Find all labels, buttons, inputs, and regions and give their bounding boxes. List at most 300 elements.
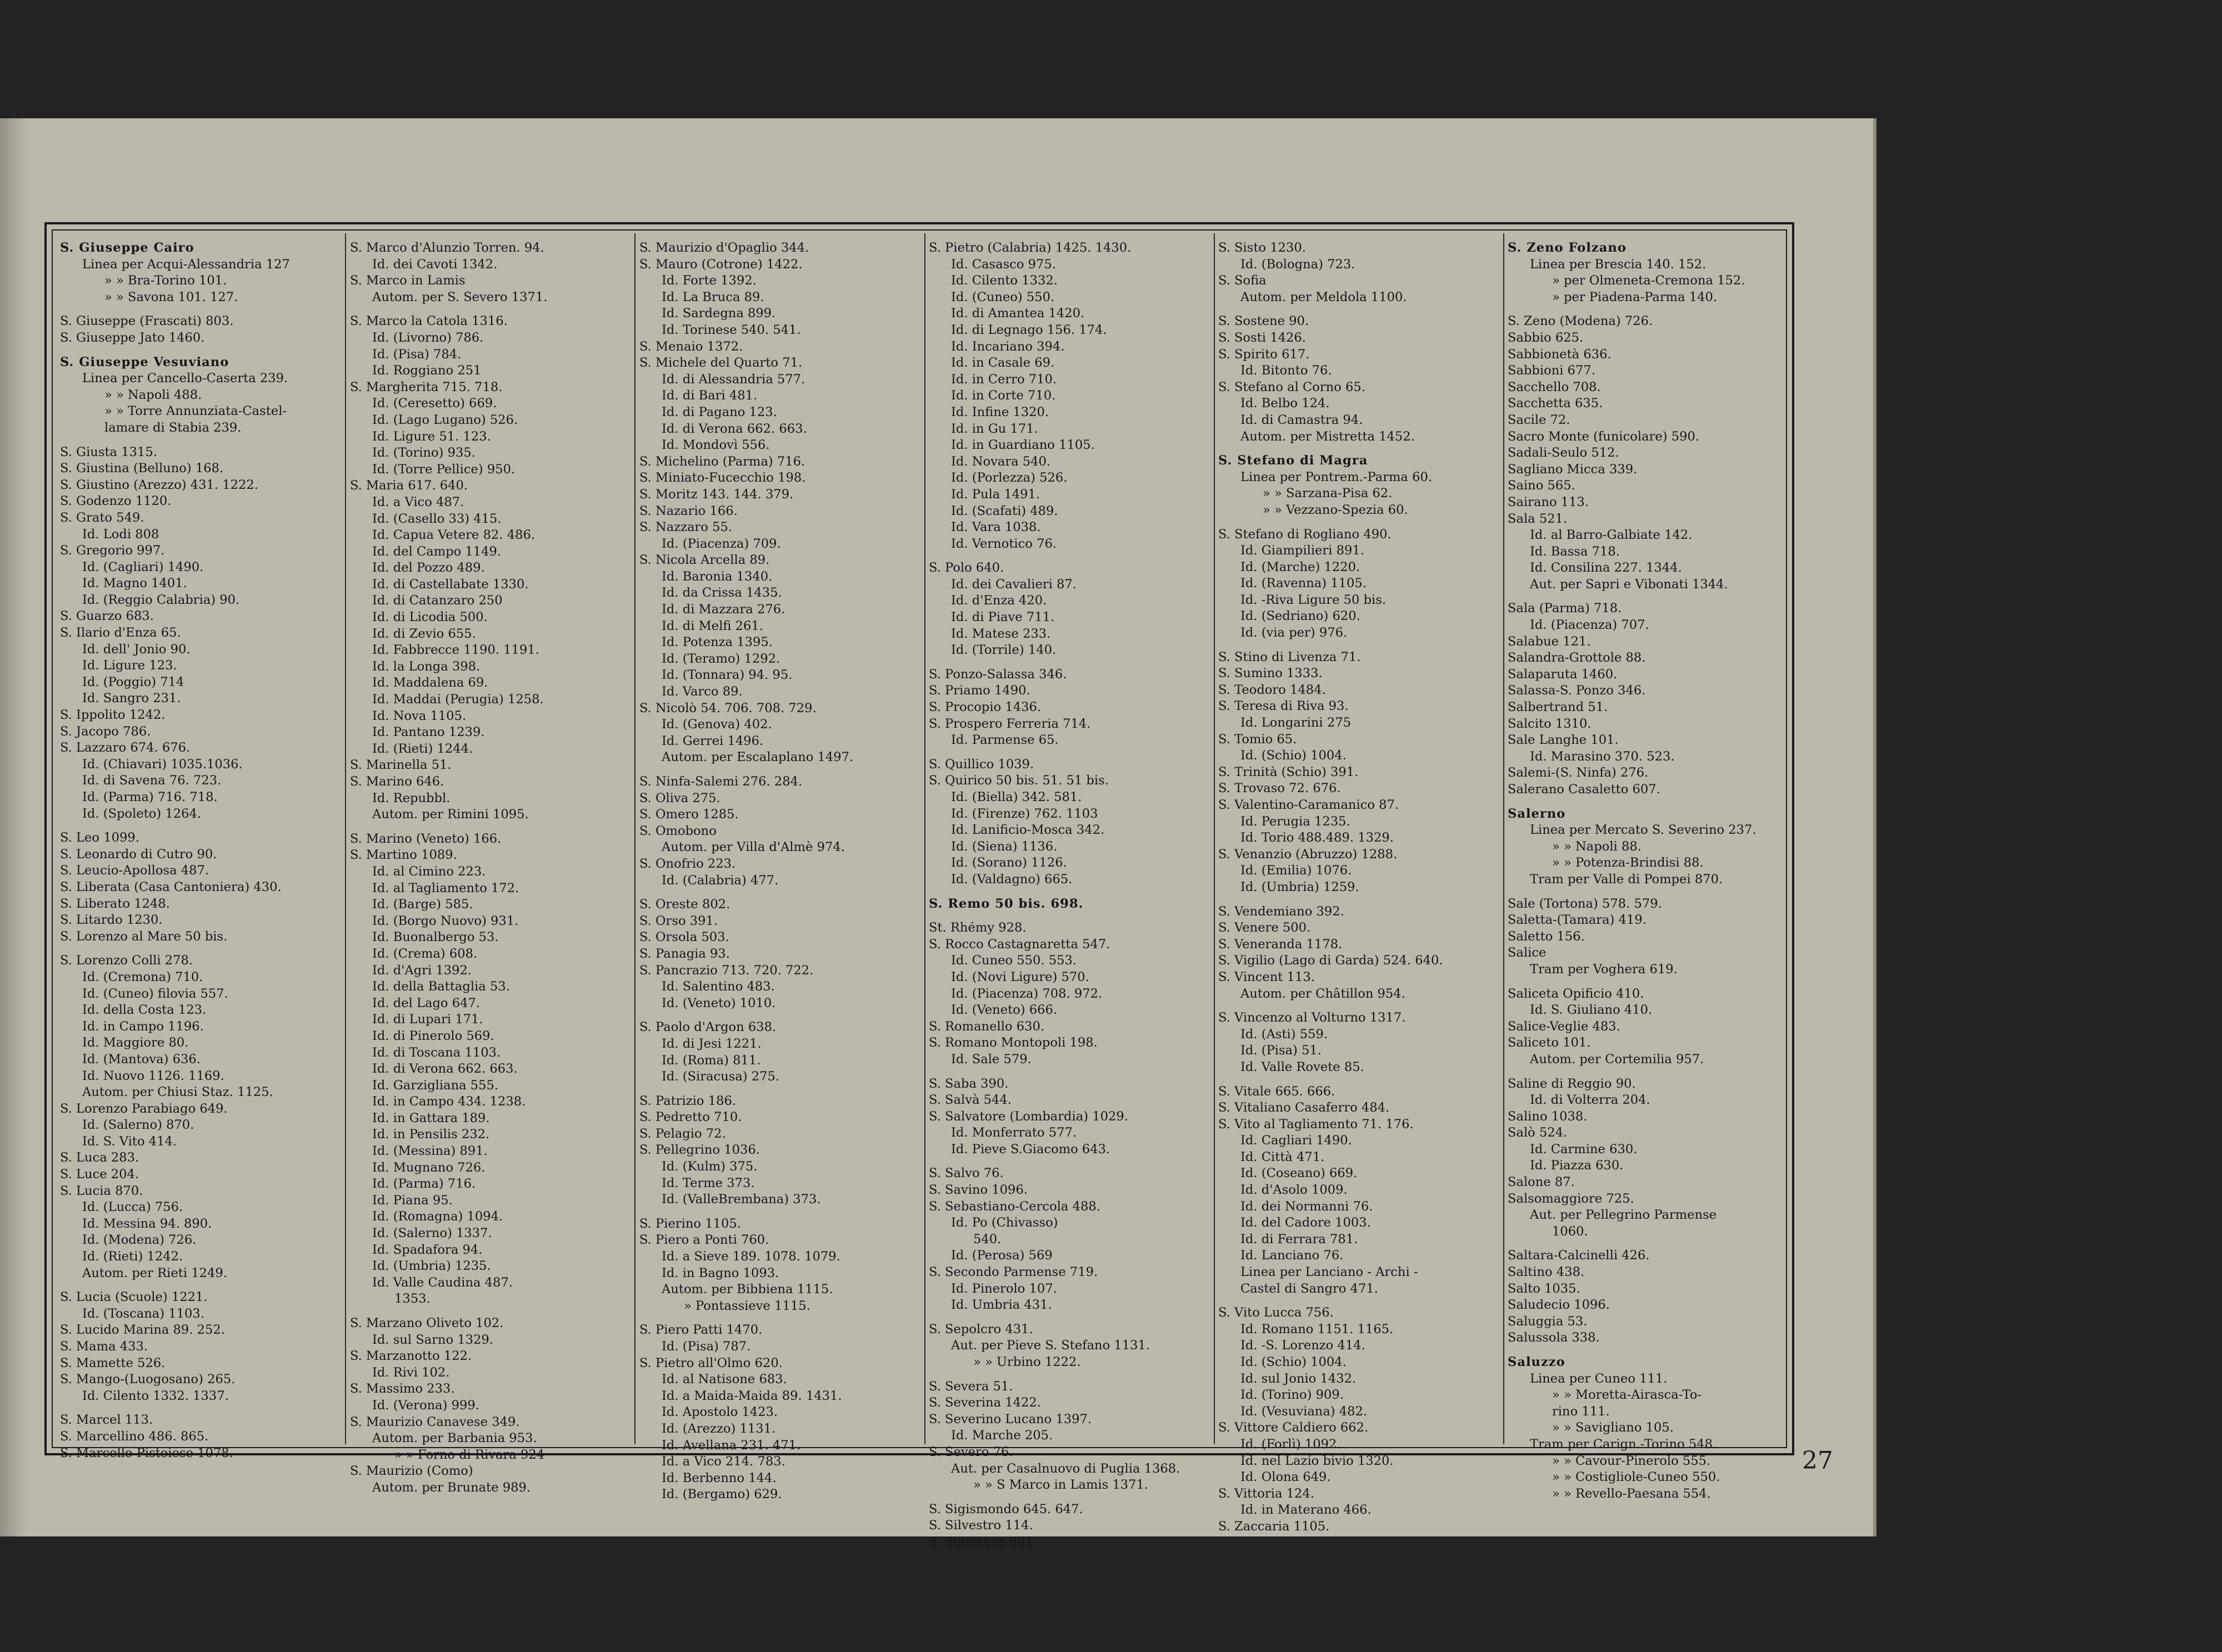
index-entry: » » Savigliano 105. bbox=[1552, 1420, 1674, 1435]
index-entry: Salsomaggiore 725. bbox=[1508, 1191, 1634, 1206]
index-entry: Id. a Sieve 189. 1078. 1079. bbox=[662, 1249, 840, 1264]
index-entry: S. Piero Patti 1470. bbox=[639, 1323, 763, 1338]
index-entry: Id. Cuneo 550. 553. bbox=[951, 953, 1077, 968]
index-entry: Id. Gerrei 1496. bbox=[662, 733, 764, 748]
index-entry: Id. S. Vito 414. bbox=[82, 1134, 177, 1149]
index-entry: S. Giustina (Belluno) 168. bbox=[60, 461, 224, 476]
index-entry: S. Ippolito 1242. bbox=[60, 708, 166, 723]
index-entry: S. Liberato 1248. bbox=[60, 896, 170, 911]
index-entry: S. Giuseppe Vesuviano bbox=[60, 354, 229, 369]
index-entry: Id. (Pisa) 787. bbox=[662, 1339, 751, 1354]
index-entry: » per Piadena-Parma 140. bbox=[1552, 289, 1718, 304]
index-entry: S. Pedretto 710. bbox=[639, 1110, 742, 1125]
index-entry: S. Teodoro 1484. bbox=[1218, 682, 1326, 697]
index-entry: S. Maurizio (Como) bbox=[350, 1464, 473, 1479]
index-entry: Id. (Chiavari) 1035.1036. bbox=[82, 757, 243, 772]
index-entry: S. Marco la Catola 1316. bbox=[350, 314, 508, 329]
index-entry: Autom. per Brunate 989. bbox=[372, 1480, 531, 1495]
index-entry: Id. Novara 540. bbox=[951, 454, 1051, 469]
index-entry: Autom. per Mistretta 1452. bbox=[1240, 429, 1415, 444]
index-entry: Id. Repubbl. bbox=[372, 790, 451, 805]
index-entry: S. Sinforosa 801. bbox=[929, 1534, 1038, 1549]
index-entry: Id. a Vico 214. 783. bbox=[662, 1454, 785, 1469]
index-entry: S. Quirico 50 bis. 51. 51 bis. bbox=[929, 773, 1109, 788]
index-entry: S. Omobono bbox=[639, 823, 717, 838]
index-entry: Id. (Cremona) 710. bbox=[82, 969, 203, 984]
index-entry: Id. della Battaglia 53. bbox=[372, 979, 510, 994]
index-entry: Id. (Kulm) 375. bbox=[662, 1159, 758, 1174]
index-entry: » » Torre Annunziata-Castel- bbox=[104, 404, 287, 419]
index-entry: Salò 524. bbox=[1508, 1125, 1568, 1140]
index-entry: Linea per Cancello-Caserta 239. bbox=[82, 371, 288, 386]
index-entry: Id. Infine 1320. bbox=[951, 404, 1049, 419]
index-entry: Id. (Porlezza) 526. bbox=[951, 470, 1068, 485]
index-entry: Id. Parmense 65. bbox=[951, 733, 1059, 748]
index-entry: Id. sul Jonio 1432. bbox=[1240, 1371, 1357, 1386]
index-entry: Id. Pula 1491. bbox=[951, 487, 1040, 502]
index-entry: Salone 87. bbox=[1508, 1175, 1575, 1190]
index-entry: Linea per Acqui-Alessandria 127 bbox=[82, 257, 290, 272]
index-entry: Sairano 113. bbox=[1508, 494, 1589, 509]
index-entry: S. Valentino-Caramanico 87. bbox=[1218, 798, 1399, 812]
index-entry: Id. (Torino) 909. bbox=[1240, 1388, 1344, 1403]
index-entry: S. Menaio 1372. bbox=[639, 339, 743, 354]
index-entry: Id. Pantano 1239. bbox=[372, 725, 485, 740]
index-entry: S. Salvo 76. bbox=[929, 1166, 1004, 1181]
index-entry: Autom. per Villa d'Almè 974. bbox=[662, 840, 845, 855]
index-entry: Id. (Rieti) 1244. bbox=[372, 741, 473, 756]
index-entry: S. Paolo d'Argon 638. bbox=[639, 1020, 777, 1035]
index-entry: Id. Lanificio-Mosca 342. bbox=[951, 823, 1105, 838]
index-entry: S. Maurizio Canavese 349. bbox=[350, 1414, 520, 1429]
index-entry: Id. dei Normanni 76. bbox=[1240, 1199, 1373, 1214]
index-entry: Id. Città 471. bbox=[1240, 1149, 1325, 1164]
index-entry: S. Marzanotto 122. bbox=[350, 1349, 472, 1364]
index-entry: Aut. per Casalnuovo di Puglia 1368. bbox=[951, 1461, 1180, 1476]
index-entry: S. Priamo 1490. bbox=[929, 683, 1030, 698]
index-entry: Id. (Pisa) 51. bbox=[1240, 1043, 1322, 1058]
index-entry: S. Michele del Quarto 71. bbox=[639, 356, 803, 371]
index-entry: Salerno bbox=[1508, 806, 1566, 821]
index-entry: Aut. per Sapri e Vibonati 1344. bbox=[1530, 577, 1728, 592]
index-entry: S. Ilario d'Enza 65. bbox=[60, 625, 181, 640]
index-entry: Id. in Campo 434. 1238. bbox=[372, 1094, 526, 1109]
index-entry: S. Vitaliano Casaferro 484. bbox=[1218, 1100, 1390, 1115]
index-entry: Id. Terme 373. bbox=[662, 1175, 755, 1190]
index-entry: S. Pietro (Calabria) 1425. 1430. bbox=[929, 241, 1132, 255]
index-entry: S. Vincent 113. bbox=[1218, 969, 1315, 984]
index-entry: Id. (Asti) 559. bbox=[1240, 1027, 1328, 1042]
index-entry: Id. (Modena) 726. bbox=[82, 1233, 197, 1248]
index-entry: Id. al Barro-Galbiate 142. bbox=[1530, 528, 1693, 543]
index-entry: Id. Berbenno 144. bbox=[662, 1470, 777, 1485]
index-entry: Tram per Carign.-Torino 548. bbox=[1530, 1436, 1717, 1451]
index-entry: Id. Mondovì 556. bbox=[662, 438, 770, 453]
index-entry: Id. Perugia 1235. bbox=[1240, 814, 1350, 829]
index-entry: Id. del Pozzo 489. bbox=[372, 560, 485, 575]
index-entry: Id. Bassa 718. bbox=[1530, 544, 1620, 559]
index-entry: S. Michelino (Parma) 716. bbox=[639, 454, 805, 469]
index-entry: » per Olmeneta-Cremona 152. bbox=[1552, 273, 1745, 288]
index-entry: S. Quillico 1039. bbox=[929, 757, 1034, 772]
index-entry: Id. Cilento 1332. 1337. bbox=[82, 1388, 229, 1403]
index-entry: S. Guarzo 683. bbox=[60, 609, 154, 624]
index-entry: Id. di Verona 662. 663. bbox=[372, 1062, 518, 1077]
index-entry: Id. d'Enza 420. bbox=[951, 593, 1047, 608]
index-entry: Id. di Amantea 1420. bbox=[951, 306, 1085, 321]
index-entry: Id. La Bruca 89. bbox=[662, 289, 764, 304]
index-entry: S. Marco d'Alunzio Torren. 94. bbox=[350, 241, 544, 255]
index-entry: S. Orso 391. bbox=[639, 913, 718, 928]
index-entry: » » Urbino 1222. bbox=[973, 1355, 1081, 1369]
index-entry: S. Zeno (Modena) 726. bbox=[1508, 314, 1653, 329]
index-entry: Id. (Romagna) 1094. bbox=[372, 1209, 503, 1224]
index-entry: S. Trovaso 72. 676. bbox=[1218, 781, 1341, 796]
index-entry: Id. (Pisa) 784. bbox=[372, 347, 462, 362]
index-entry: Id. di Castellabate 1330. bbox=[372, 577, 529, 592]
index-entry: Autom. per Chiusi Staz. 1125. bbox=[82, 1085, 273, 1100]
index-entry: Id. (Cuneo) 550. bbox=[951, 289, 1055, 304]
index-entry: Id. al Tagliamento 172. bbox=[372, 880, 519, 895]
index-entry: Id. Incariano 394. bbox=[951, 339, 1065, 354]
index-column-2 bbox=[350, 240, 632, 1495]
index-entry: Salice bbox=[1508, 945, 1547, 960]
index-entry: Sabbionetà 636. bbox=[1508, 347, 1612, 362]
index-entry: Id. d'Agri 1392. bbox=[372, 963, 472, 978]
index-entry: Id. del Cadore 1003. bbox=[1240, 1215, 1371, 1230]
index-entry: Salino 1038. bbox=[1508, 1109, 1588, 1124]
index-entry: S. Severo 76. bbox=[929, 1444, 1013, 1459]
index-entry: S. Ninfa-Salemi 276. 284. bbox=[639, 774, 803, 789]
index-entry: S. Marco in Lamis bbox=[350, 273, 466, 288]
index-entry: S. Marino (Veneto) 166. bbox=[350, 831, 502, 846]
index-entry: S. Sigismondo 645. 647. bbox=[929, 1501, 1083, 1516]
index-entry: Id. Potenza 1395. bbox=[662, 635, 773, 650]
index-entry: S. Vigilio (Lago di Garda) 524. 640. bbox=[1218, 953, 1443, 968]
index-entry: S. Salvà 544. bbox=[929, 1093, 1012, 1108]
index-entry: Id. Magno 1401. bbox=[82, 576, 187, 591]
index-entry: Id. Sardegna 899. bbox=[662, 306, 776, 321]
index-entry: Sacchetta 635. bbox=[1508, 396, 1603, 411]
index-entry: S. Luca 283. bbox=[60, 1150, 139, 1165]
index-entry: S. Procopio 1436. bbox=[929, 700, 1042, 715]
index-entry: Id. Garzigliana 555. bbox=[372, 1078, 499, 1093]
index-entry: » » Napoli 488. bbox=[104, 387, 202, 402]
index-entry: S. Pancrazio 713. 720. 722. bbox=[639, 963, 814, 978]
index-entry: S. Liberata (Casa Cantoniera) 430. bbox=[60, 879, 282, 894]
index-entry: Id. Piana 95. bbox=[372, 1193, 453, 1208]
index-entry: S. Vittore Caldiero 662. bbox=[1218, 1420, 1369, 1435]
index-entry: Id. di Catanzaro 250 bbox=[372, 593, 503, 608]
index-entry: Id. Casasco 975. bbox=[951, 257, 1056, 272]
index-entry: Id. (Borgo Nuovo) 931. bbox=[372, 913, 519, 928]
index-entry: Id. (Lago Lugano) 526. bbox=[372, 412, 518, 427]
index-entry: S. Sostene 90. bbox=[1218, 314, 1309, 329]
index-entry: Id. Lanciano 76. bbox=[1240, 1248, 1344, 1263]
index-entry: S. Sumino 1333. bbox=[1218, 666, 1323, 681]
index-entry: » » Vezzano-Spezia 60. bbox=[1263, 502, 1408, 517]
index-entry: Saletta-(Tamara) 419. bbox=[1508, 913, 1647, 928]
index-entry: Id. Pinerolo 107. bbox=[951, 1281, 1057, 1296]
index-entry: Id. di Lupari 171. bbox=[372, 1012, 483, 1027]
index-entry: S. Veneranda 1178. bbox=[1218, 937, 1343, 952]
index-entry: S. Vendemiano 392. bbox=[1218, 904, 1344, 919]
index-entry: Salto 1035. bbox=[1508, 1281, 1580, 1296]
index-entry: Id. (Parma) 716. 718. bbox=[82, 790, 218, 804]
index-entry: Id. Romano 1151. 1165. bbox=[1240, 1321, 1394, 1336]
index-entry: Id. Consilina 227. 1344. bbox=[1530, 560, 1682, 575]
index-entry: S. Pietro all'Olmo 620. bbox=[639, 1355, 783, 1370]
index-entry: Id. Sale 579. bbox=[951, 1052, 1032, 1067]
index-entry: S. Sebastiano-Cercola 488. bbox=[929, 1199, 1100, 1214]
index-entry: Id. Avellana 231. 471. bbox=[662, 1438, 801, 1453]
index-entry: Id. (Tonnara) 94. 95. bbox=[662, 668, 793, 683]
index-entry: Salussola 338. bbox=[1508, 1330, 1600, 1345]
index-entry: Id. di Mazzara 276. bbox=[662, 602, 785, 617]
index-entry: S. Lazzaro 674. 676. bbox=[60, 740, 191, 755]
index-entry: Id. (Genova) 402. bbox=[662, 717, 772, 732]
index-entry: Sale (Tortona) 578. 579. bbox=[1508, 896, 1662, 911]
index-entry: Sabbioni 677. bbox=[1508, 363, 1595, 378]
index-entry: Id. Longarini 275 bbox=[1240, 715, 1351, 730]
index-entry: Id. (Sorano) 1126. bbox=[951, 855, 1067, 870]
index-entry: S. Pierino 1105. bbox=[639, 1216, 741, 1231]
index-entry: Id. in Guardiano 1105. bbox=[951, 438, 1095, 453]
index-entry: S. Sosti 1426. bbox=[1218, 330, 1306, 345]
index-entry: » » Savona 101. 127. bbox=[104, 289, 238, 304]
index-entry: Tram per Valle di Pompei 870. bbox=[1530, 872, 1723, 887]
index-entry: S. Sofia bbox=[1218, 273, 1267, 288]
index-entry: Autom. per Bibbiena 1115. bbox=[662, 1282, 833, 1297]
index-entry: Id. (Scafati) 489. bbox=[951, 503, 1058, 518]
index-entry: Id. Sangro 231. bbox=[82, 691, 181, 706]
index-entry: Id. Marasino 370. 523. bbox=[1530, 749, 1675, 764]
index-entry: Saliceto 101. bbox=[1508, 1035, 1591, 1050]
index-entry: Linea per Brescia 140. 152. bbox=[1530, 257, 1706, 272]
index-entry: Saluzzo bbox=[1508, 1355, 1565, 1369]
index-entry: Id. del Campo 1149. bbox=[372, 544, 502, 559]
index-entry: S. Silvestro 114. bbox=[929, 1518, 1033, 1533]
index-entry: Id. Ligure 51. 123. bbox=[372, 429, 491, 444]
index-entry: 540. bbox=[973, 1232, 1002, 1246]
index-entry: S. Severina 1422. bbox=[929, 1395, 1041, 1410]
index-entry: Id. Roggiano 251 bbox=[372, 363, 482, 378]
index-entry: S. Venere 500. bbox=[1218, 920, 1311, 935]
index-entry: Id. (Piacenza) 708. 972. bbox=[951, 986, 1103, 1001]
index-entry: Id. (Vesuviana) 482. bbox=[1240, 1404, 1368, 1419]
index-entry: Id. (Veneto) 1010. bbox=[662, 995, 776, 1010]
index-entry: Id. Matese 233. bbox=[951, 626, 1051, 641]
index-entry: » » Revello-Paesana 554. bbox=[1552, 1486, 1711, 1501]
index-entry: Aut. per Pieve S. Stefano 1131. bbox=[951, 1338, 1150, 1353]
index-entry: 1353. bbox=[394, 1291, 431, 1306]
index-entry: Salassa-S. Ponzo 346. bbox=[1508, 683, 1646, 698]
index-entry: Id. Belbo 124. bbox=[1240, 396, 1330, 411]
index-entry: Saluggia 53. bbox=[1508, 1314, 1588, 1329]
index-entry: S. Rocco Castagnaretta 547. bbox=[929, 937, 1110, 952]
index-entry: Id. Carmine 630. bbox=[1530, 1142, 1638, 1157]
index-entry: » Pontassieve 1115. bbox=[684, 1298, 810, 1313]
index-entry: S. Lorenzo al Mare 50 bis. bbox=[60, 929, 228, 944]
index-entry: Id. Maddai (Perugia) 1258. bbox=[372, 692, 544, 707]
index-entry: S. Stino di Livenza 71. bbox=[1218, 649, 1361, 664]
index-entry: S. Romano Montopoli 198. bbox=[929, 1035, 1098, 1050]
index-entry: Id. Marche 205. bbox=[951, 1428, 1053, 1443]
index-entry: S. Giuseppe (Frascati) 803. bbox=[60, 314, 234, 329]
index-entry: Id. Bitonto 76. bbox=[1240, 363, 1332, 378]
index-entry: Id. Forte 1392. bbox=[662, 273, 757, 288]
index-entry: Sale Langhe 101. bbox=[1508, 733, 1619, 748]
index-entry: Id. in Bagno 1093. bbox=[662, 1265, 779, 1280]
index-entry: Saltara-Calcinelli 426. bbox=[1508, 1248, 1650, 1263]
index-entry: Id. Cagliari 1490. bbox=[1240, 1133, 1352, 1148]
index-entry: Id. d'Asolo 1009. bbox=[1240, 1183, 1348, 1198]
index-entry: » » Bra-Torino 101. bbox=[104, 273, 227, 288]
index-entry: S. Vito al Tagliamento 71. 176. bbox=[1218, 1117, 1414, 1132]
column-divider bbox=[1214, 233, 1215, 1444]
index-entry: Id. Apostolo 1423. bbox=[662, 1405, 778, 1420]
index-entry: Id. Giampilieri 891. bbox=[1240, 543, 1364, 558]
index-entry: Id. di Zevio 655. bbox=[372, 626, 476, 641]
index-entry: S. Mamette 526. bbox=[60, 1355, 166, 1370]
index-entry: S. Jacopo 786. bbox=[60, 724, 151, 739]
index-entry: » » Potenza-Brindisi 88. bbox=[1552, 855, 1704, 870]
index-entry: S. Severino Lucano 1397. bbox=[929, 1411, 1092, 1426]
index-entry: S. Orsola 503. bbox=[639, 930, 729, 945]
index-entry: Id. di Piave 711. bbox=[951, 610, 1055, 625]
index-entry: Salerano Casaletto 607. bbox=[1508, 782, 1660, 797]
index-entry: Id. in Materano 466. bbox=[1240, 1503, 1372, 1518]
index-column-6 bbox=[1508, 240, 1790, 1501]
index-entry: S. Gregorio 997. bbox=[60, 543, 165, 558]
index-entry: Id. (Rieti) 1242. bbox=[82, 1249, 183, 1264]
index-entry: Id. del Lago 647. bbox=[372, 995, 481, 1010]
index-entry: Id. (via per) 976. bbox=[1240, 625, 1348, 640]
index-entry: Id. di Alessandria 577. bbox=[662, 372, 805, 387]
index-entry: » » Sarzana-Pisa 62. bbox=[1263, 486, 1393, 501]
index-entry: Saludecio 1096. bbox=[1508, 1298, 1610, 1313]
index-entry: Salandra-Grottole 88. bbox=[1508, 650, 1646, 665]
index-entry: S. Stefano di Rogliano 490. bbox=[1218, 527, 1392, 542]
index-entry: Sacchello 708. bbox=[1508, 379, 1601, 394]
index-entry: S. Spirito 617. bbox=[1218, 347, 1310, 362]
index-entry: S. Venanzio (Abruzzo) 1288. bbox=[1218, 847, 1398, 862]
index-entry: S. Oreste 802. bbox=[639, 897, 730, 912]
index-entry: Id. (Umbria) 1259. bbox=[1240, 879, 1359, 894]
index-entry: S. Lorenzo Parabiago 649. bbox=[60, 1101, 228, 1116]
index-entry: Id. (Casello 33) 415. bbox=[372, 511, 502, 526]
index-entry: Autom. per Cortemilia 957. bbox=[1530, 1052, 1704, 1067]
index-entry: S. Litardo 1230. bbox=[60, 913, 163, 928]
index-entry: Id. (Calabria) 477. bbox=[662, 873, 779, 888]
index-entry: » » Forno di Rivara 924 bbox=[394, 1447, 545, 1462]
index-entry: S. Romanello 630. bbox=[929, 1019, 1045, 1034]
index-entry: S. Teresa di Riva 93. bbox=[1218, 699, 1349, 714]
index-entry: Id. (Torino) 935. bbox=[372, 445, 476, 460]
index-entry: Id. (Lucca) 756. bbox=[82, 1200, 183, 1215]
index-entry: Id. (Arezzo) 1131. bbox=[662, 1421, 776, 1436]
index-entry: » » Cavour-Pinerolo 555. bbox=[1552, 1453, 1711, 1468]
index-column-5 bbox=[1218, 240, 1500, 1534]
index-entry: Autom. per S. Severo 1371. bbox=[372, 289, 548, 304]
index-entry: Castel di Sangro 471. bbox=[1240, 1281, 1378, 1296]
index-entry: S. Nicola Arcella 89. bbox=[639, 553, 770, 568]
index-entry: Id. Baronia 1340. bbox=[662, 569, 773, 584]
index-entry: Id. (Ceresetto) 669. bbox=[372, 396, 497, 411]
index-entry: S. Tomio 65. bbox=[1218, 732, 1297, 747]
index-entry: Id. Mugnano 726. bbox=[372, 1160, 486, 1175]
index-entry: S. Saba 390. bbox=[929, 1076, 1009, 1091]
index-entry: Id. dell' Jonio 90. bbox=[82, 642, 191, 657]
index-entry: S. Giustino (Arezzo) 431. 1222. bbox=[60, 477, 258, 492]
index-entry: Id. (Forlì) 1092. bbox=[1240, 1436, 1341, 1451]
index-entry: S. Omero 1285. bbox=[639, 807, 739, 822]
index-entry: S. Martino 1089. bbox=[350, 848, 457, 863]
index-entry: S. Giuseppe Cairo bbox=[60, 241, 194, 255]
index-entry: Id. (Poggio) 714 bbox=[82, 674, 184, 689]
index-entry: Id. (Bologna) 723. bbox=[1240, 257, 1355, 272]
index-entry: Sabbio 625. bbox=[1508, 330, 1584, 345]
index-entry: S. Maria 617. 640. bbox=[350, 478, 468, 493]
index-entry: Id. di Camastra 94. bbox=[1240, 412, 1363, 427]
index-entry: S. Giusta 1315. bbox=[60, 444, 157, 459]
index-entry: S. Salvatore (Lombardia) 1029. bbox=[929, 1109, 1128, 1124]
index-entry: Saletto 156. bbox=[1508, 929, 1585, 944]
index-entry: Autom. per Escalaplano 1497. bbox=[662, 750, 854, 765]
index-entry: Sagliano Micca 339. bbox=[1508, 462, 1638, 477]
index-entry: Id. dei Cavoti 1342. bbox=[372, 257, 498, 272]
index-entry: S. Marzano Oliveto 102. bbox=[350, 1316, 504, 1330]
index-entry: Id. (Perosa) 569 bbox=[951, 1248, 1053, 1263]
index-entry: Id. in Campo 1196. bbox=[82, 1019, 204, 1034]
index-entry: » » Moretta-Airasca-To- bbox=[1552, 1388, 1702, 1403]
index-entry: S. Sisto 1230. bbox=[1218, 241, 1306, 255]
index-entry: Id. Nova 1105. bbox=[372, 708, 467, 723]
index-entry: S. Godenzo 1120. bbox=[60, 494, 172, 509]
index-entry: Id. (Spoleto) 1264. bbox=[82, 806, 202, 821]
index-entry: Id. (Salerno) 870. bbox=[82, 1118, 194, 1133]
index-entry: S. Vito Lucca 756. bbox=[1218, 1305, 1334, 1320]
index-entry: Id. nel Lazio bivio 1320. bbox=[1240, 1453, 1394, 1468]
index-entry: Salemi-(S. Ninfa) 276. bbox=[1508, 765, 1649, 780]
index-entry: Id. a Vico 487. bbox=[372, 494, 464, 509]
index-entry: Id. da Crissa 1435. bbox=[662, 585, 782, 600]
index-entry: Id. Vara 1038. bbox=[951, 520, 1041, 535]
index-entry: S. Oliva 275. bbox=[639, 790, 720, 805]
index-entry: Saline di Reggio 90. bbox=[1508, 1076, 1636, 1091]
index-entry: Id. Salentino 483. bbox=[662, 979, 775, 994]
index-entry: Id. Nuovo 1126. 1169. bbox=[82, 1068, 224, 1083]
index-entry: Id. in Gattara 189. bbox=[372, 1110, 490, 1125]
index-entry: Linea per Lanciano - Archi - bbox=[1240, 1265, 1418, 1280]
column-divider bbox=[1503, 233, 1504, 1444]
index-entry: S. Onofrio 223. bbox=[639, 856, 736, 871]
index-entry: Id. a Maida-Maida 89. 1431. bbox=[662, 1388, 842, 1403]
index-entry: S. Marinella 51. bbox=[350, 758, 452, 773]
index-entry: S. Trinità (Schio) 391. bbox=[1218, 764, 1359, 779]
index-entry: Id. di Savena 76. 723. bbox=[82, 773, 222, 788]
index-entry: Sacro Monte (funicolare) 590. bbox=[1508, 429, 1700, 444]
index-entry: Id. in Pensilis 232. bbox=[372, 1127, 490, 1142]
index-entry: S. Nicolò 54. 706. 708. 729. bbox=[639, 700, 817, 715]
index-entry: Id. (Crema) 608. bbox=[372, 946, 478, 961]
index-entry: lamare di Stabia 239. bbox=[104, 420, 242, 435]
index-entry: Id. (Reggio Calabria) 90. bbox=[82, 592, 240, 607]
index-entry: Id. di Legnago 156. 174. bbox=[951, 322, 1107, 337]
index-entry: S. Massimo 233. bbox=[350, 1381, 455, 1396]
index-entry: Id. Monferrato 577. bbox=[951, 1125, 1077, 1140]
index-entry: S. Pellegrino 1036. bbox=[639, 1143, 760, 1158]
